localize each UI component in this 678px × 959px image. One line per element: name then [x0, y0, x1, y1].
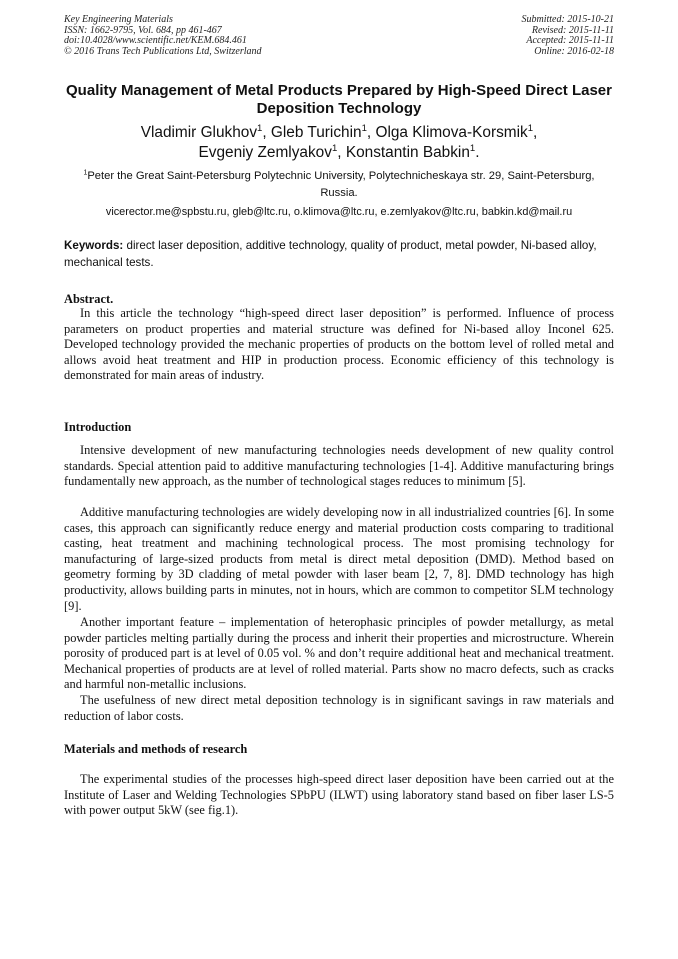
- author-separator: ,: [366, 124, 376, 141]
- author-affil-mark: 1: [331, 142, 338, 154]
- introduction-heading: Introduction: [64, 420, 132, 434]
- journal-info: [64, 15, 262, 57]
- author-name: Gleb Turichin: [270, 124, 362, 141]
- author-separator: .: [475, 144, 480, 161]
- intro-paragraph: The usefulness of new direct metal deposition technology is in significant savings in raw materials and reduction of labor costs.: [64, 693, 614, 723]
- intro-paragraph: Another important feature – implementation of heterophasic principles of powder metallurgy, as metal powder particles melting partially during the process and inherit their properties and microstructure. Wherein porosity of produced part is at level of 0.05 vol. % and don’t require additional heat and mechanical treatment. Mechanical properties of products are at level of rolled material. Parts show no macro defects, such as cracks and harmful non-metallic inclusions.: [64, 615, 614, 692]
- materials-paragraph: The experimental studies of the processes high-speed direct laser deposition have been carried out at the Institute of Laser and Welding Technologies SPbPU (ILWT) using laboratory stand based on fiber laser LS-5 with power output 5kW (see fig.1).: [64, 772, 614, 818]
- intro-paragraph: Intensive development of new manufacturing technologies needs development of new quality control standards. Special attention paid to additive manufacturing technologies [1-4]. Additive manufacturing brings fundamentally new approach, as the number of technological stages reduces to minimum [5].: [64, 443, 614, 489]
- keywords-block: [64, 238, 615, 271]
- author-list: [64, 123, 614, 163]
- author-affil-mark: 1: [469, 142, 476, 154]
- paper-title: Quality Management of Metal Products Prepared by High-Speed Direct Laser Deposition Technology: [66, 82, 612, 117]
- abstract-text: In this article the technology “high-speed direct laser deposition” is performed. Influence of process parameters on product properties and material structure was defined for Ni-based alloy Inconel 625. Developed technology provided the mechanic properties of products on the bottom level of rolled metal and allows avoid heat treatment and HIP in production process. Economic efficiency of this technology is demonstrated for main areas of industry.: [64, 306, 614, 383]
- journal-name: Key Engineering Materials: [64, 14, 173, 25]
- keywords-label: Keywords:: [64, 239, 124, 252]
- affiliation-text: Peter the Great Saint-Petersburg Polytechnic University, Polytechnicheskaya str. 29, Saint-Petersburg, Russia.: [87, 170, 595, 199]
- intro-paragraph: Additive manufacturing technologies are widely developing now in all industrialized countries [6]. In some cases, this approach can significantly reduce energy and material production costs comparing to traditional casting, heat treatment and machining technological process. The most promising technology for manufacturing of large-sized products from metal is direct metal deposition (DMD). Method based on geometry forming by 3D cladding of metal powder with laser beam [2, 7, 8]. DMD technology has high productivity, allows building parts in minutes, not in hours, which are common to competitor SLM technology [9].: [64, 505, 614, 613]
- date-online: Online: 2016-02-18: [534, 45, 614, 57]
- affiliation: [64, 168, 614, 201]
- author-separator: ,: [262, 124, 271, 141]
- author-name: Vladimir Glukhov: [140, 124, 258, 141]
- author-emails[interactable]: vicerector.me@spbstu.ru, gleb@ltc.ru, o.klimova@ltc.ru, e.zemlyakov@ltc.ru, babkin.kd@mail.ru: [105, 206, 573, 218]
- journal-copyright: © 2016 Trans Tech Publications Ltd, Switzerland: [64, 45, 262, 57]
- author-separator: ,: [533, 124, 538, 141]
- materials-heading: Materials and methods of research: [64, 742, 248, 756]
- date-revised: Revised: 2015-11-11: [531, 24, 614, 36]
- author-affil-mark: 1: [527, 122, 534, 134]
- date-accepted: Accepted: 2015-11-11: [526, 35, 614, 47]
- author-affil-mark: 1: [257, 122, 263, 134]
- keywords-text: direct laser deposition, additive technology, quality of product, metal powder, Ni-based alloy, mechanical tests.: [64, 239, 597, 269]
- affiliation-mark: 1: [83, 169, 88, 177]
- author-name: Konstantin Babkin: [345, 144, 470, 161]
- publication-dates: [522, 15, 615, 57]
- author-separator: ,: [337, 144, 346, 161]
- date-submitted: Submitted: 2015-10-21: [521, 14, 614, 25]
- author-name: Evgeniy Zemlyakov: [198, 144, 332, 161]
- journal-doi[interactable]: doi:10.4028/www.scientific.net/KEM.684.461: [64, 35, 247, 47]
- journal-issn: ISSN: 1662-9795, Vol. 684, pp 461-467: [64, 24, 222, 36]
- author-name: Olga Klimova-Korsmik: [375, 124, 528, 141]
- author-affil-mark: 1: [361, 122, 367, 134]
- abstract-heading: Abstract.: [64, 292, 114, 306]
